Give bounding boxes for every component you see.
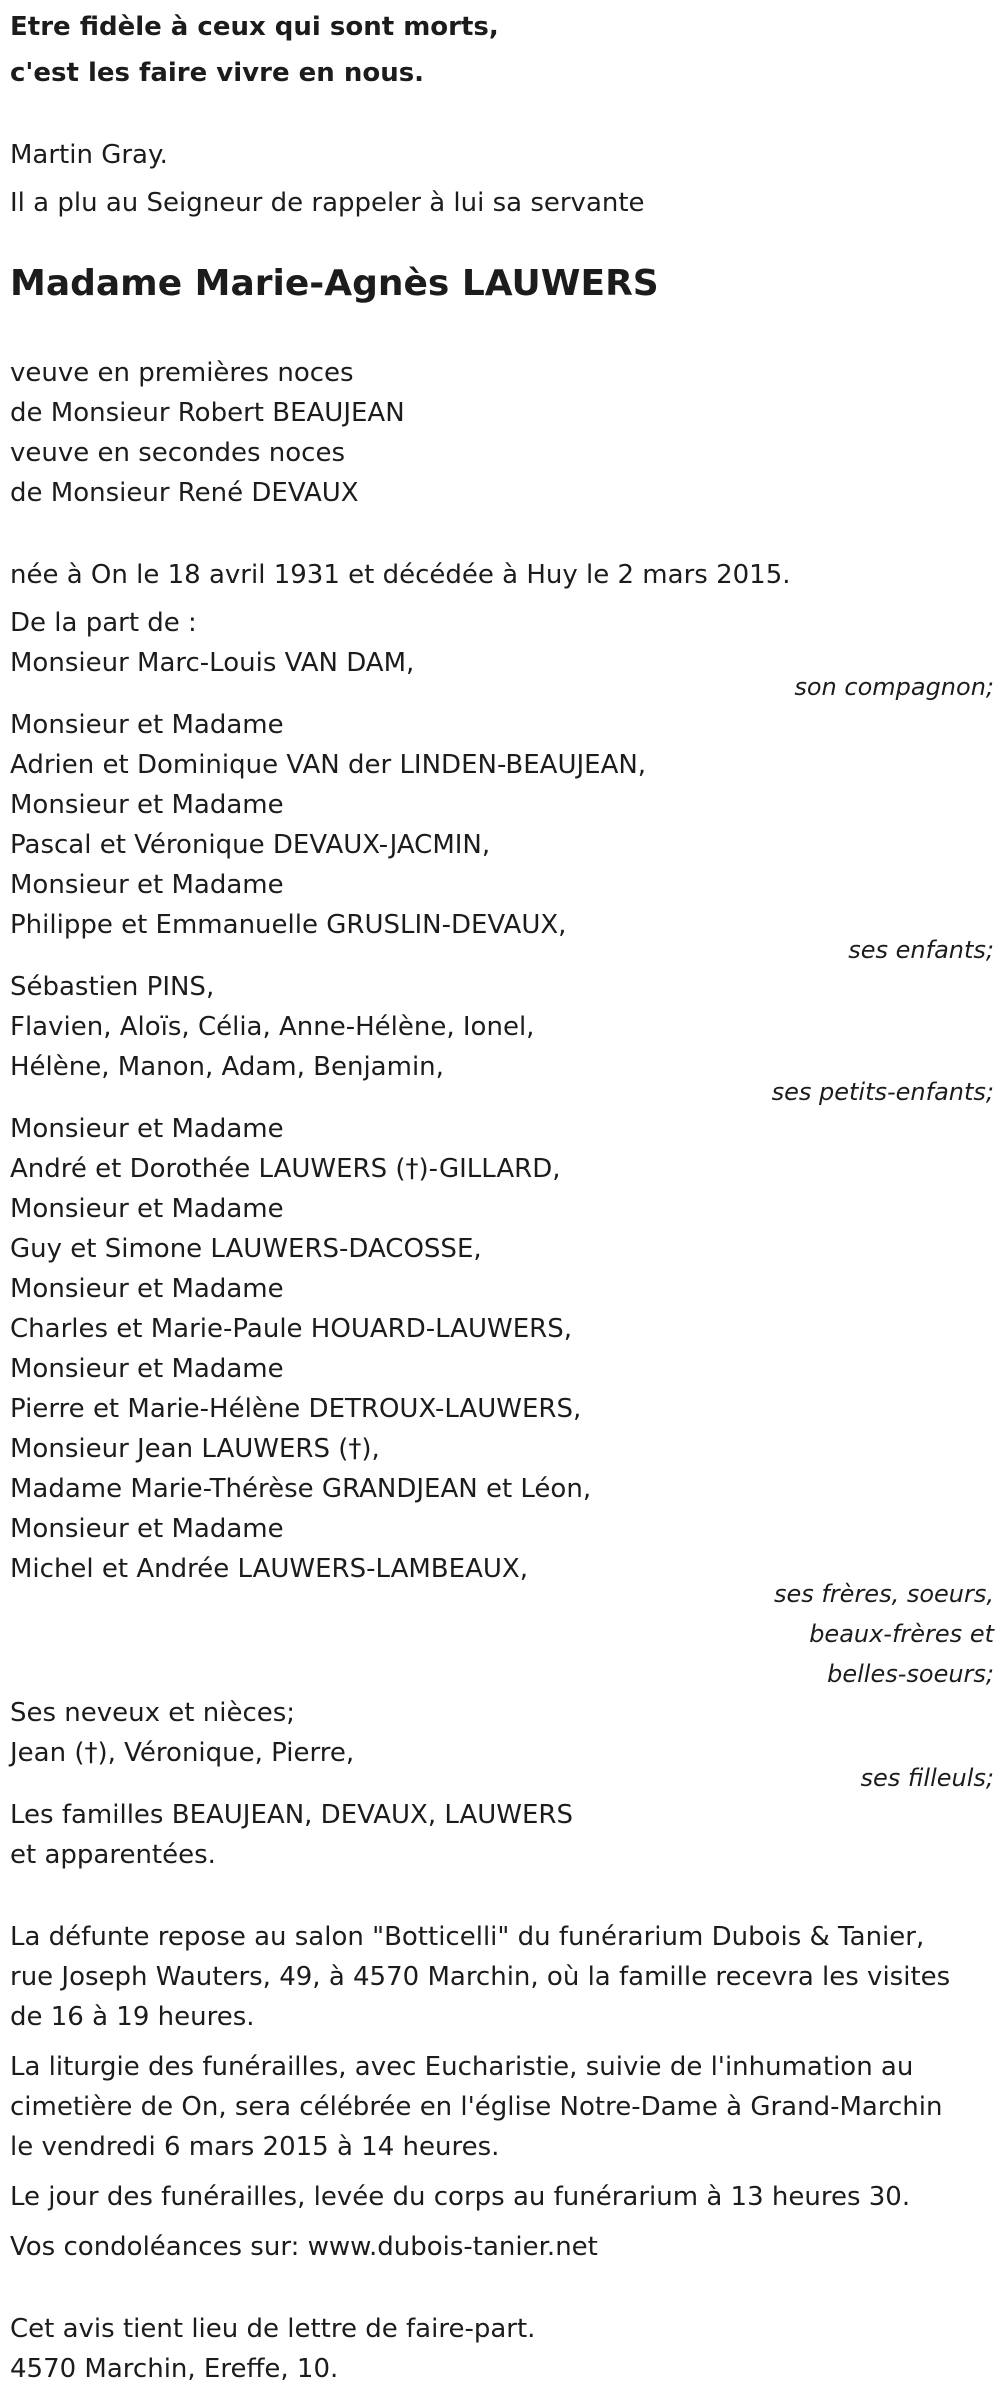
companion-role: son compagnon;: [794, 673, 994, 701]
siblings-role: beaux-frères et: [809, 1620, 994, 1648]
siblings-role: belles-soeurs;: [827, 1660, 994, 1688]
siblings-line: Guy et Simone LAUWERS-DACOSSE,: [10, 1234, 482, 1264]
liturgy-line: La liturgie des funérailles, avec Eucharistie, suivie de l'inhumation au: [10, 2052, 914, 2082]
announcement: Il a plu au Seigneur de rappeler à lui sa servante: [10, 188, 645, 218]
footer-line-1: Cet avis tient lieu de lettre de faire-part.: [10, 2314, 536, 2344]
marriage-line: veuve en premières noces: [10, 358, 354, 388]
footer-line-2: 4570 Marchin, Ereffe, 10.: [10, 2354, 339, 2384]
siblings-line: Monsieur et Madame: [10, 1514, 284, 1544]
children-line: Monsieur et Madame: [10, 870, 284, 900]
liturgy-line: cimetière de On, sera célébrée en l'église Notre-Dame à Grand-Marchin: [10, 2092, 943, 2122]
grandchildren-line: Sébastien PINS,: [10, 972, 215, 1002]
family-intro: De la part de :: [10, 608, 197, 638]
siblings-line: Monsieur et Madame: [10, 1354, 284, 1384]
families-line: Les familles BEAUJEAN, DEVAUX, LAUWERS: [10, 1800, 573, 1830]
marriage-line: de Monsieur René DEVAUX: [10, 478, 359, 508]
levee-line: Le jour des funérailles, levée du corps au funérarium à 13 heures 30.: [10, 2182, 911, 2212]
repose-line: de 16 à 19 heures.: [10, 2002, 255, 2032]
children-line: Monsieur et Madame: [10, 790, 284, 820]
marriage-line: de Monsieur Robert BEAUJEAN: [10, 398, 405, 428]
grandchildren-role: ses petits-enfants;: [771, 1078, 994, 1106]
families-line: et apparentées.: [10, 1840, 216, 1870]
siblings-line: André et Dorothée LAUWERS (†)-GILLARD,: [10, 1154, 561, 1184]
birth-death: née à On le 18 avril 1931 et décédée à Huy le 2 mars 2015.: [10, 560, 791, 590]
siblings-line: Michel et Andrée LAUWERS-LAMBEAUX,: [10, 1554, 528, 1584]
children-line: Pascal et Véronique DEVAUX-JACMIN,: [10, 830, 491, 860]
siblings-line: Charles et Marie-Paule HOUARD-LAUWERS,: [10, 1314, 572, 1344]
children-line: Monsieur et Madame: [10, 710, 284, 740]
godchildren-line: Jean (†), Véronique, Pierre,: [10, 1738, 355, 1768]
siblings-line: Monsieur et Madame: [10, 1114, 284, 1144]
liturgy-line: le vendredi 6 mars 2015 à 14 heures.: [10, 2132, 500, 2162]
quote-author: Martin Gray.: [10, 140, 168, 170]
children-line: Adrien et Dominique VAN der LINDEN-BEAUJEAN,: [10, 750, 647, 780]
godchildren-line: Ses neveux et nièces;: [10, 1698, 296, 1728]
godchildren-role: ses filleuls;: [860, 1764, 994, 1792]
companion-line: Monsieur Marc-Louis VAN DAM,: [10, 648, 415, 678]
condolences-line: Vos condoléances sur: www.dubois-tanier.net: [10, 2232, 598, 2262]
deceased-name: Madame Marie-Agnès LAUWERS: [10, 263, 659, 304]
children-role: ses enfants;: [848, 936, 994, 964]
children-line: Philippe et Emmanuelle GRUSLIN-DEVAUX,: [10, 910, 567, 940]
siblings-line: Pierre et Marie-Hélène DETROUX-LAUWERS,: [10, 1394, 582, 1424]
repose-line: La défunte repose au salon "Botticelli" du funérarium Dubois & Tanier,: [10, 1922, 925, 1952]
siblings-role: ses frères, soeurs,: [773, 1580, 994, 1608]
quote-line-2: c'est les faire vivre en nous.: [10, 58, 425, 88]
siblings-line: Monsieur et Madame: [10, 1194, 284, 1224]
grandchildren-line: Flavien, Aloïs, Célia, Anne-Hélène, Ionel,: [10, 1012, 535, 1042]
quote-line-1: Etre fidèle à ceux qui sont morts,: [10, 12, 499, 42]
marriage-line: veuve en secondes noces: [10, 438, 346, 468]
repose-line: rue Joseph Wauters, 49, à 4570 Marchin, où la famille recevra les visites: [10, 1962, 951, 1992]
grandchildren-line: Hélène, Manon, Adam, Benjamin,: [10, 1052, 444, 1082]
siblings-line: Monsieur Jean LAUWERS (†),: [10, 1434, 380, 1464]
siblings-line: Monsieur et Madame: [10, 1274, 284, 1304]
siblings-line: Madame Marie-Thérèse GRANDJEAN et Léon,: [10, 1474, 592, 1504]
